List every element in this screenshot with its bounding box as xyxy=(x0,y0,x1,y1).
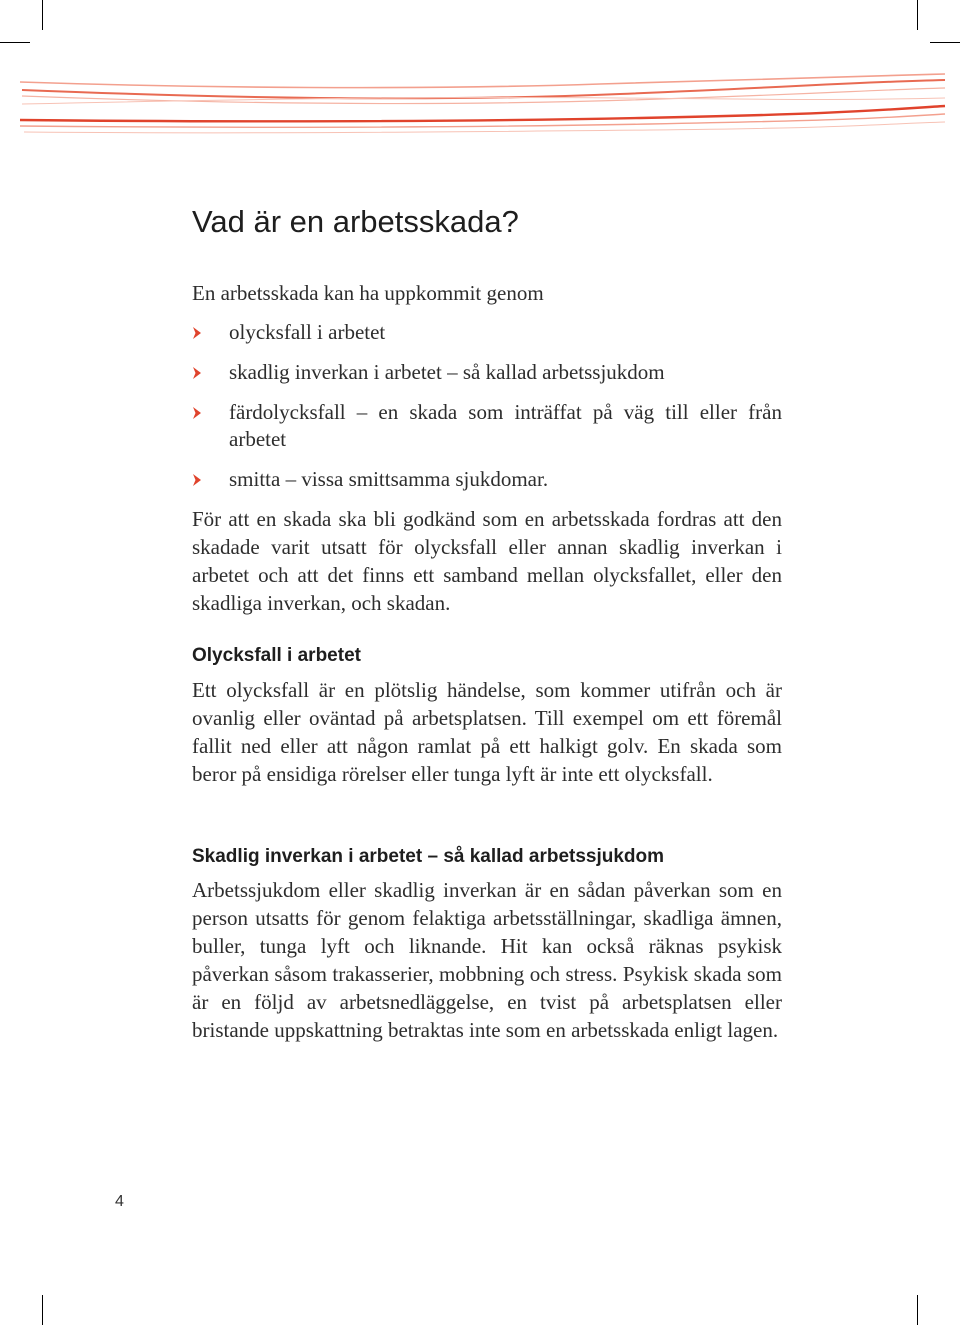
decorative-swoosh-lines xyxy=(0,60,960,150)
bullet-text: skadlig inverkan i arbetet – så kallad arbetssjukdom xyxy=(229,360,665,384)
chevron-right-icon xyxy=(192,326,202,340)
chevron-right-icon xyxy=(192,366,202,380)
bullet-list xyxy=(192,319,792,506)
crop-mark-bottom-right xyxy=(917,1295,918,1325)
list-item xyxy=(192,399,792,453)
chevron-right-icon xyxy=(192,473,202,487)
crop-mark-top-left xyxy=(42,0,43,30)
list-item xyxy=(192,359,792,386)
paragraph-accident: Ett olycksfall är en plötslig händelse, som kommer utifrån och är ovanlig eller oväntad på arbetsplatsen. Till exempel om ett föremål fallit ned eller att någon ramlat på ett halkigt golv. En skada som beror på ensidiga rörelser eller tunga lyft är inte ett olycksfall. xyxy=(192,678,782,787)
crop-mark-top-right xyxy=(917,0,918,30)
paragraph-requirements: För att en skada ska bli godkänd som en arbetsskada fordras att den skadade varit utsatt för olycksfall eller annan skadlig inverkan i arbetet och att det finns ett samband mellan olycksfallet, eller den skadliga inverkan, och skadan. xyxy=(192,507,782,616)
bullet-text: färdolycksfall – en skada som inträffat på väg till eller från arbetet xyxy=(229,400,782,451)
heading-accident: Olycksfall i arbetet xyxy=(192,645,361,666)
crop-mark-top-right-h xyxy=(930,42,960,43)
bullet-text: olycksfall i arbetet xyxy=(229,320,386,344)
page-title: Vad är en arbetsskada? xyxy=(192,204,519,239)
chevron-right-icon xyxy=(192,406,202,420)
list-item xyxy=(192,319,792,346)
crop-mark-bottom-left xyxy=(42,1295,43,1325)
list-item xyxy=(192,466,792,493)
page-number: 4 xyxy=(115,1193,124,1210)
paragraph-harmful-influence: Arbetssjukdom eller skadlig inverkan är en sådan påverkan som en person utsatts för genom felaktiga arbetsställningar, skadliga ämnen, buller, tunga lyft och liknande. Hit kan också räknas psykisk påverkan såsom trakasserier, mobbning och stress. Psykisk skada som är en följd av arbetsnedläggelse, en tvist på arbetsplatsen eller bristande uppskattning betraktas inte som en arbetsskada enligt lagen. xyxy=(192,878,782,1043)
bullet-text: smitta – vissa smittsamma sjukdomar. xyxy=(229,467,549,491)
crop-mark-top-left-h xyxy=(0,42,30,43)
intro-text: En arbetsskada kan ha uppkommit genom xyxy=(192,281,544,305)
heading-harmful-influence: Skadlig inverkan i arbetet – så kallad arbetssjukdom xyxy=(192,846,665,867)
